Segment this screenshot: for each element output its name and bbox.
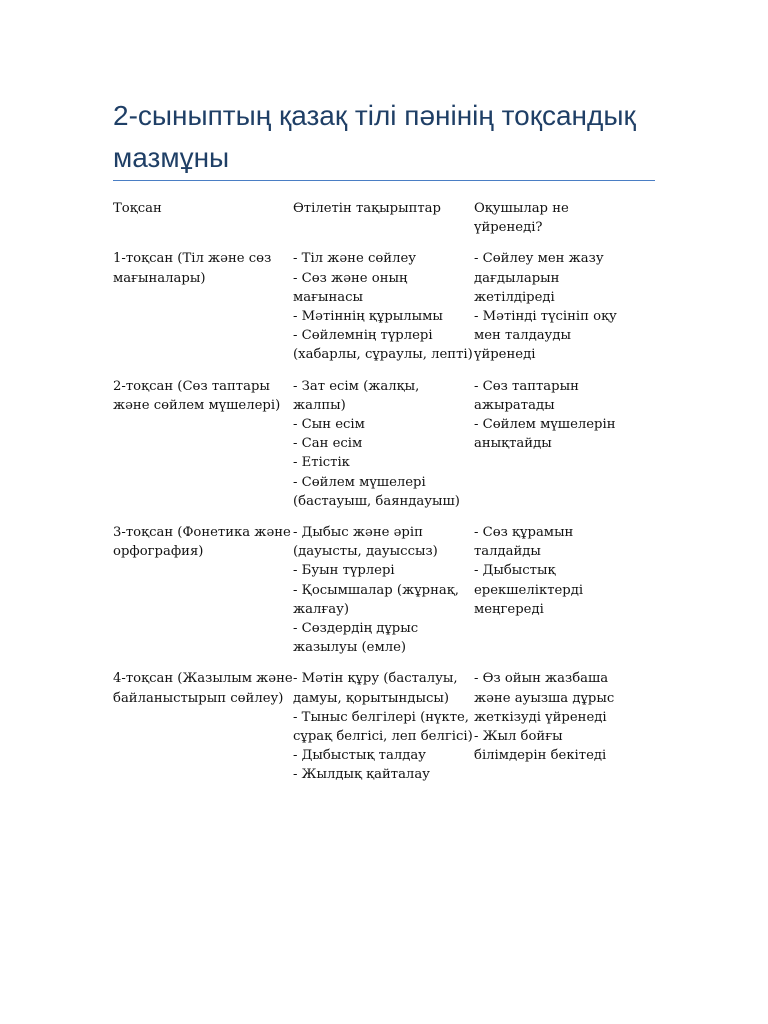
topic-item: - Жылдық қайталау: [293, 767, 430, 783]
curriculum-table: [113, 199, 673, 797]
outcomes-cell: [474, 523, 624, 619]
table-row: [113, 377, 673, 511]
topic-item: - Сөз және оның мағынасы: [293, 270, 408, 305]
outcome-item: - Сөз таптарын ажыратады: [474, 378, 579, 413]
header-topics: Өтілетін тақырыптар: [293, 201, 441, 216]
topic-item: - Тіл және сөйлеу: [293, 251, 417, 267]
outcome-item: - Сөйлем мүшелерін анықтайды: [474, 417, 616, 452]
topics-cell: [293, 377, 474, 511]
outcome-item: - Мәтінді түсініп оқу мен талдауды үйренеді: [474, 309, 617, 363]
title-underline-divider: [113, 180, 655, 181]
outcomes-cell: [474, 377, 624, 454]
quarter-cell: 4-тоқсан (Жазылым және байланыстырып сөйлеу): [113, 671, 293, 706]
topics-cell: [293, 523, 474, 657]
header-quarter: Тоқсан: [113, 201, 162, 216]
outcome-item: - Дыбыстық ерекшеліктерді меңгереді: [474, 563, 584, 617]
topic-item: - Қосымшалар (жұрнақ, жалғау): [293, 582, 459, 617]
table-row: [113, 669, 673, 784]
topic-item: - Сөйлемнің түрлері (хабарлы, сұраулы, лепті): [293, 328, 473, 363]
table-row: [113, 249, 673, 364]
topics-cell: [293, 669, 474, 784]
table-row: [113, 523, 673, 657]
topic-item: - Тыныс белгілері (нүкте, сұрақ белгісі, леп белгісі): [293, 709, 473, 745]
topic-item: - Дыбыстық талдау: [293, 748, 426, 764]
outcome-item: - Сөз құрамын талдайды: [474, 525, 574, 560]
topic-item: - Сан есім: [293, 436, 363, 452]
outcome-item: - Сөйлеу мен жазу дағдыларын жетілдіреді: [474, 251, 604, 305]
topic-item: - Буын түрлері: [293, 563, 395, 579]
outcome-item: - Өз ойын жазбаша және ауызша дұрыс жеткізуді үйренеді: [474, 671, 615, 725]
quarter-cell: 3-тоқсан (Фонетика және орфография): [113, 525, 291, 560]
topic-item: - Зат есім (жалқы, жалпы): [293, 378, 420, 413]
header-outcomes: Оқушылар не үйренеді?: [474, 201, 569, 236]
topic-item: - Сын есім: [293, 417, 365, 433]
topic-item: - Етістік: [293, 455, 350, 471]
outcomes-cell: [474, 249, 624, 364]
topic-item: - Мәтіннің құрылымы: [293, 309, 443, 325]
topic-item: - Дыбыс және әріп (дауысты, дауыссыз): [293, 525, 438, 560]
topic-item: - Сөздердің дұрыс жазылуы (емле): [293, 621, 419, 656]
table-header-row: [113, 199, 673, 237]
topic-item: - Мәтін құру (басталуы, дамуы, қорытындысы): [293, 671, 458, 706]
topic-item: - Сөйлем мүшелері (бастауыш, баяндауыш): [293, 474, 460, 509]
topics-cell: [293, 249, 474, 364]
quarter-cell: 2-тоқсан (Сөз таптары және сөйлем мүшелері): [113, 378, 281, 413]
outcomes-cell: [474, 669, 624, 765]
quarter-cell: 1-тоқсан (Тіл және сөз мағыналары): [113, 251, 272, 286]
outcome-item: - Жыл бойғы білімдерін бекітеді: [474, 729, 607, 764]
page-title: 2-сыныптың қазақ тілі пәнінің тоқсандық мазмұны: [113, 100, 636, 173]
